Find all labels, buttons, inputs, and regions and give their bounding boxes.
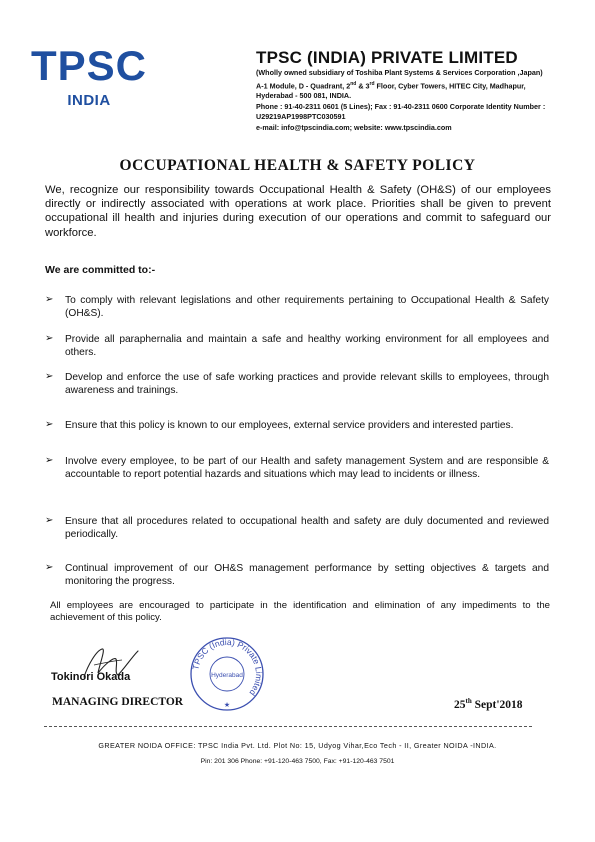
address-line-2: Hyderabad - 500 081, INDIA. (256, 91, 352, 101)
commitment-text: Involve every employee, to be part of our Health and safety management System and are responsible & accountable to report potential hazards and situations which may lead to incidents or illness. (65, 456, 549, 480)
corporate-identity-number: U29219AP1998PTC030591 (256, 112, 346, 122)
arrow-bullet-icon: ➢ (45, 333, 54, 344)
commitments-heading: We are committed to:- (45, 264, 156, 276)
arrow-bullet-icon: ➢ (45, 455, 54, 466)
svg-text:Hyderabad: Hyderabad (211, 672, 243, 679)
commitment-text: Continual improvement of our OH&S management performance by setting objectives & targets and monitoring the progress. (65, 563, 549, 587)
email-website-line: e-mail: info@tpscindia.com; website: www.tpscindia.com (256, 122, 452, 132)
logo-wordmark: TPSC (30, 42, 147, 89)
address-line-1: A-1 Module, D - Quadrant, 2nd & 3rd Floor, Cyber Towers, HITEC City, Madhapur, (256, 80, 526, 90)
company-name: TPSC (INDIA) PRIVATE LIMITED (256, 48, 518, 67)
footer-divider (44, 726, 532, 727)
policy-date: 25th Sept'2018 (454, 697, 523, 711)
policy-title: OCCUPATIONAL HEALTH & SAFETY POLICY (119, 157, 476, 174)
commitment-text: Ensure that this policy is known to our employees, external service providers and interested parties. (65, 420, 514, 431)
signer-name: Tokinori Okada (51, 671, 131, 683)
svg-text:★: ★ (223, 701, 231, 709)
phone-fax-line: Phone : 91-40-2311 0601 (5 Lines); Fax : 91-40-2311 0600 Corporate Identity Number : (256, 101, 546, 111)
arrow-bullet-icon: ➢ (45, 419, 54, 430)
footer-contact: Pin: 201 306 Phone: +91-120-463 7500, Fax: +91-120-463 7501 (200, 758, 395, 765)
footer-office-address: GREATER NOIDA OFFICE: TPSC India Pvt. Ltd. Plot No: 15, Udyog Vihar,Eco Tech - II, Greater NOIDA -INDIA. (98, 741, 497, 750)
closing-statement: All employees are encouraged to participate in the identification and elimination of any impediments to the achievement of this policy. (50, 600, 550, 624)
company-seal (188, 635, 266, 713)
commitment-text: Provide all paraphernalia and maintain a safe and healthy working environment for all employees and others. (65, 334, 549, 358)
arrow-bullet-icon: ➢ (45, 294, 54, 305)
subsidiary-note: (Wholly owned subsidiary of Toshiba Plant Systems & Services Corporation ,Japan) (256, 68, 543, 77)
policy-intro: We, recognize our responsibility towards Occupational Health & Safety (OH&S) of our employees directly or indirectly associated with operations at work place. Priorities shall be given to prevent occupational ill health and injuries during execution of our operations and commit to safeguard our workforce. (45, 184, 551, 239)
commitment-text: Ensure that all procedures related to occupational health and safety are duly documented and reviewed periodically. (65, 516, 549, 540)
commitment-text: Develop and enforce the use of safe working practices and provide relevant skills to employees, through awareness and trainings. (65, 372, 549, 396)
arrow-bullet-icon: ➢ (45, 562, 54, 573)
signer-designation: MANAGING DIRECTOR (52, 696, 184, 708)
letterhead (256, 48, 576, 133)
commitment-text: To comply with relevant legislations and other requirements pertaining to Occupational Health & Safety (OH&S). (65, 295, 549, 319)
company-logo (24, 44, 154, 114)
logo-subtitle: INDIA (67, 92, 111, 109)
arrow-bullet-icon: ➢ (45, 371, 54, 382)
arrow-bullet-icon: ➢ (45, 515, 54, 526)
svg-text:TPSC (India) Private Limited: TPSC (India) Private Limited (190, 636, 265, 698)
